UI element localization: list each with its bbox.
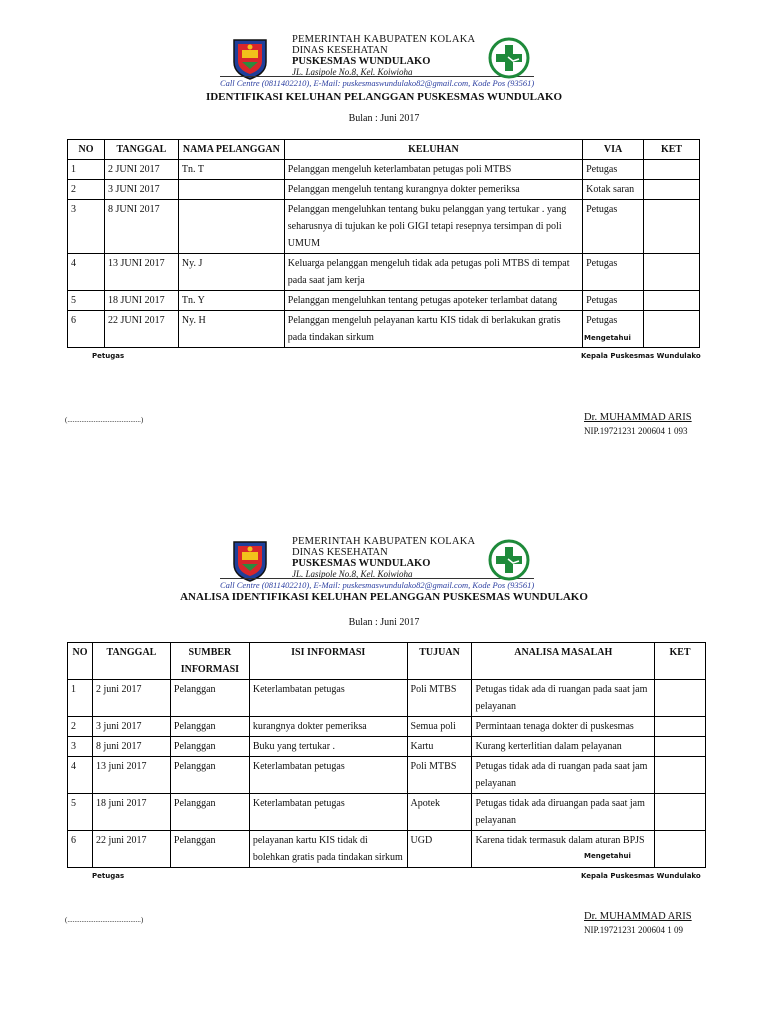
cell-nama: Tn. T bbox=[178, 160, 284, 180]
letterhead-puskesmas: PUSKESMAS WUNDULAKO bbox=[292, 56, 431, 67]
document-title: ANALISA IDENTIFIKASI KELUHAN PELANGGAN PUSKESMAS WUNDULAKO bbox=[180, 591, 588, 603]
cell-tanggal: 22 juni 2017 bbox=[92, 831, 170, 868]
cell-tanggal: 18 JUNI 2017 bbox=[104, 291, 178, 311]
cell-sumber: Pelanggan bbox=[170, 717, 249, 737]
cell-keluhan: Pelanggan mengeluh tentang kurangnya dokter pemeriksa bbox=[284, 180, 582, 200]
mengetahui-label: Mengetahui bbox=[584, 852, 631, 860]
cell-sumber: Pelanggan bbox=[170, 680, 249, 717]
letterhead-agency: DINAS KESEHATAN bbox=[292, 547, 388, 558]
cell-ket bbox=[655, 757, 706, 794]
column-header: VIA bbox=[583, 140, 644, 160]
cell-no: 1 bbox=[68, 680, 93, 717]
cell-keluhan: Pelanggan mengeluhkan tentang petugas apoteker terlambat datang bbox=[284, 291, 582, 311]
cell-tujuan: Kartu bbox=[407, 737, 472, 757]
letterhead-agency: DINAS KESEHATAN bbox=[292, 45, 388, 56]
document-period: Bulan : Juni 2017 bbox=[348, 617, 420, 628]
cell-ket bbox=[655, 717, 706, 737]
cell-no: 1 bbox=[68, 160, 105, 180]
letterhead-address: JL. Lasipole No.8, Kel. Koiwioha bbox=[292, 67, 413, 77]
cell-analisa: Petugas tidak ada diruangan pada saat jam pelayanan bbox=[472, 794, 655, 831]
column-header: KET bbox=[644, 140, 700, 160]
table-header-row bbox=[68, 643, 706, 680]
column-header: ANALISA MASALAH bbox=[472, 643, 655, 680]
document-title: IDENTIFIKASI KELUHAN PELANGGAN PUSKESMAS WUNDULAKO bbox=[205, 91, 563, 103]
cell-no: 6 bbox=[68, 831, 93, 868]
column-header: NO bbox=[68, 643, 93, 680]
puskesmas-cross-logo-icon bbox=[488, 37, 530, 79]
column-header: TANGGAL bbox=[92, 643, 170, 680]
column-header: NAMA PELANGGAN bbox=[178, 140, 284, 160]
petugas-label: Petugas bbox=[92, 872, 125, 880]
cell-no: 5 bbox=[68, 291, 105, 311]
cell-ket bbox=[644, 254, 700, 291]
letterhead-contact: Call Centre (0811402210), E-Mail: puskesmaswundulako82@gmail.com, Kode Pos (93561) bbox=[220, 580, 535, 590]
cell-tanggal: 22 JUNI 2017 bbox=[104, 311, 178, 348]
column-header: SUMBER INFORMASI bbox=[170, 643, 249, 680]
cell-tanggal: 3 JUNI 2017 bbox=[104, 180, 178, 200]
cell-tanggal: 2 juni 2017 bbox=[92, 680, 170, 717]
letterhead-puskesmas: PUSKESMAS WUNDULAKO bbox=[292, 558, 431, 569]
table-row bbox=[68, 757, 706, 794]
cell-nama bbox=[178, 180, 284, 200]
cell-nama: Ny. J bbox=[178, 254, 284, 291]
cell-nama: Ny. H bbox=[178, 311, 284, 348]
cell-ket bbox=[644, 180, 700, 200]
cell-tanggal: 3 juni 2017 bbox=[92, 717, 170, 737]
cell-via: Kotak saran bbox=[583, 180, 644, 200]
cell-tanggal: 18 juni 2017 bbox=[92, 794, 170, 831]
cell-tujuan: Semua poli bbox=[407, 717, 472, 737]
cell-keluhan: Pelanggan mengeluh pelayanan kartu KIS tidak di berlakukan gratis pada tindakan sirkum bbox=[284, 311, 582, 348]
column-header: TANGGAL bbox=[104, 140, 178, 160]
cell-via: Petugas bbox=[583, 200, 644, 254]
table-row bbox=[68, 831, 706, 868]
kepala-label: Kepala Puskesmas Wundulako bbox=[581, 872, 701, 880]
document-period: Bulan : Juni 2017 bbox=[348, 113, 420, 124]
complaint-table bbox=[67, 139, 700, 348]
cell-no: 4 bbox=[68, 757, 93, 794]
cell-isi: Keterlambatan petugas bbox=[249, 680, 407, 717]
cell-no: 6 bbox=[68, 311, 105, 348]
cell-no: 4 bbox=[68, 254, 105, 291]
cell-keluhan: Pelanggan mengeluh keterlambatan petugas poli MTBS bbox=[284, 160, 582, 180]
cell-keluhan: Pelanggan mengeluhkan tentang buku pelanggan yang tertukar . yang seharusnya di tujukan ke poli GIGI tetapi resepnya tersimpan di poli UMUM bbox=[284, 200, 582, 254]
cell-no: 2 bbox=[68, 180, 105, 200]
cell-analisa: Kurang kerterlitian dalam pelayanan bbox=[472, 737, 655, 757]
cell-tujuan: Poli MTBS bbox=[407, 757, 472, 794]
cell-analisa: Karena tidak termasuk dalam aturan BPJS bbox=[472, 831, 655, 868]
cell-ket bbox=[644, 160, 700, 180]
cell-via: Petugas bbox=[583, 311, 644, 348]
cell-tanggal: 2 JUNI 2017 bbox=[104, 160, 178, 180]
cell-no: 2 bbox=[68, 717, 93, 737]
petugas-label: Petugas bbox=[92, 352, 125, 360]
column-header: NO bbox=[68, 140, 105, 160]
table-row bbox=[68, 200, 700, 254]
cell-tujuan: UGD bbox=[407, 831, 472, 868]
cell-no: 5 bbox=[68, 794, 93, 831]
cell-analisa: Permintaan tenaga dokter di puskesmas bbox=[472, 717, 655, 737]
kolaka-regency-emblem-icon bbox=[230, 538, 270, 582]
cell-ket bbox=[644, 200, 700, 254]
cell-tanggal: 8 JUNI 2017 bbox=[104, 200, 178, 254]
column-header: ISI INFORMASI bbox=[249, 643, 407, 680]
cell-no: 3 bbox=[68, 200, 105, 254]
table-row bbox=[68, 160, 700, 180]
cell-no: 3 bbox=[68, 737, 93, 757]
cell-tujuan: Poli MTBS bbox=[407, 680, 472, 717]
cell-tanggal: 13 juni 2017 bbox=[92, 757, 170, 794]
cell-isi: Keterlambatan petugas bbox=[249, 757, 407, 794]
table-row bbox=[68, 737, 706, 757]
cell-analisa: Petugas tidak ada di ruangan pada saat jam pelayanan bbox=[472, 757, 655, 794]
cell-ket bbox=[644, 291, 700, 311]
cell-isi: Keterlambatan petugas bbox=[249, 794, 407, 831]
table-row bbox=[68, 680, 706, 717]
cell-isi: pelayanan kartu KIS tidak di bolehkan gratis pada tindakan sirkum bbox=[249, 831, 407, 868]
cell-analisa: Petugas tidak ada di ruangan pada saat jam pelayanan bbox=[472, 680, 655, 717]
cell-isi: kurangnya dokter pemeriksa bbox=[249, 717, 407, 737]
head-doctor-nip: NIP.19721231 200604 1 093 bbox=[584, 426, 688, 436]
cell-sumber: Pelanggan bbox=[170, 737, 249, 757]
column-header: KET bbox=[655, 643, 706, 680]
table-row bbox=[68, 291, 700, 311]
letterhead bbox=[218, 34, 560, 90]
cell-nama: Tn. Y bbox=[178, 291, 284, 311]
table-row bbox=[68, 180, 700, 200]
table-row bbox=[68, 717, 706, 737]
cell-sumber: Pelanggan bbox=[170, 831, 249, 868]
kepala-label: Kepala Puskesmas Wundulako bbox=[581, 352, 701, 360]
head-doctor-name: Dr. MUHAMMAD ARIS bbox=[584, 911, 692, 922]
table-header-row bbox=[68, 140, 700, 160]
table-row bbox=[68, 254, 700, 291]
kolaka-regency-emblem-icon bbox=[230, 36, 270, 80]
cell-via: Petugas bbox=[583, 254, 644, 291]
petugas-signature-line: (..........................................) bbox=[65, 916, 144, 924]
cell-ket bbox=[655, 794, 706, 831]
cell-via: Petugas bbox=[583, 291, 644, 311]
puskesmas-cross-logo-icon bbox=[488, 539, 530, 581]
cell-sumber: Pelanggan bbox=[170, 794, 249, 831]
cell-via: Petugas bbox=[583, 160, 644, 180]
column-header: TUJUAN bbox=[407, 643, 472, 680]
column-header: KELUHAN bbox=[284, 140, 582, 160]
letterhead-government: PEMERINTAH KABUPATEN KOLAKA bbox=[292, 34, 476, 45]
cell-ket bbox=[655, 831, 706, 868]
cell-ket bbox=[655, 737, 706, 757]
letterhead bbox=[218, 536, 560, 592]
letterhead-government: PEMERINTAH KABUPATEN KOLAKA bbox=[292, 536, 476, 547]
cell-sumber: Pelanggan bbox=[170, 757, 249, 794]
head-doctor-name: Dr. MUHAMMAD ARIS bbox=[584, 412, 692, 423]
table-row bbox=[68, 794, 706, 831]
cell-nama bbox=[178, 200, 284, 254]
cell-ket bbox=[655, 680, 706, 717]
cell-ket bbox=[644, 311, 700, 348]
cell-tanggal: 13 JUNI 2017 bbox=[104, 254, 178, 291]
head-doctor-nip: NIP.19721231 200604 1 09 bbox=[584, 925, 684, 935]
petugas-signature-line: (..........................................) bbox=[65, 416, 144, 424]
mengetahui-label: Mengetahui bbox=[584, 334, 631, 342]
letterhead-contact: Call Centre (0811402210), E-Mail: puskesmaswundulako82@gmail.com, Kode Pos (93561) bbox=[220, 78, 535, 88]
cell-isi: Buku yang tertukar . bbox=[249, 737, 407, 757]
cell-tanggal: 8 juni 2017 bbox=[92, 737, 170, 757]
cell-keluhan: Keluarga pelanggan mengeluh tidak ada petugas poli MTBS di tempat pada saat jam kerja bbox=[284, 254, 582, 291]
letterhead-address: JL. Lasipole No.8, Kel. Koiwioha bbox=[292, 569, 413, 579]
analysis-table bbox=[67, 642, 706, 868]
cell-tujuan: Apotek bbox=[407, 794, 472, 831]
